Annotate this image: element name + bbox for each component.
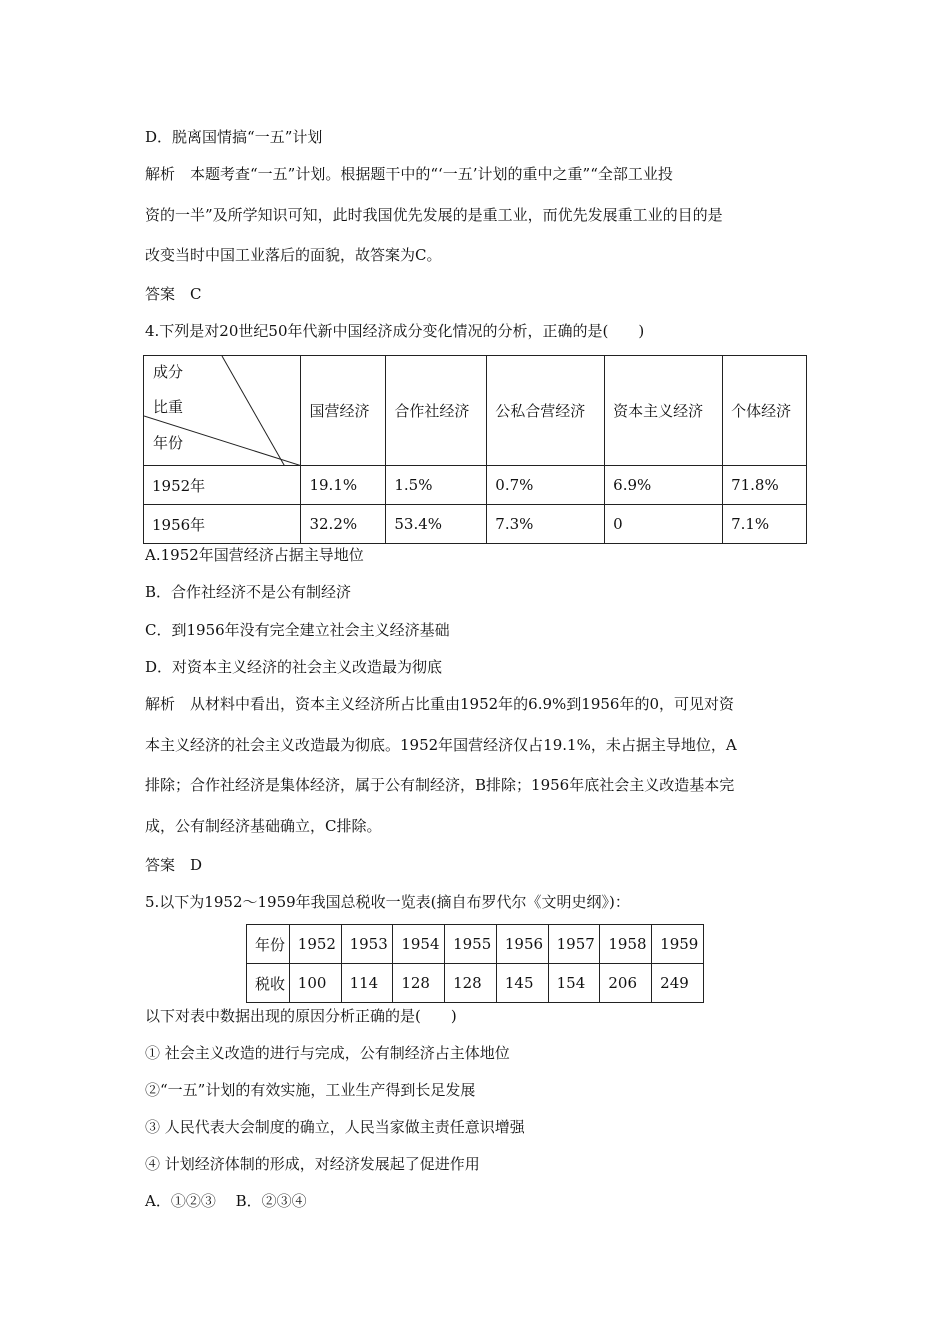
value-cell: 53.4% xyxy=(386,505,487,544)
q5-item-3: ③ 人民代表大会制度的确立，人民当家做主责任意识增强 xyxy=(145,1118,525,1136)
year-cell: 1959 xyxy=(652,925,704,964)
table-row xyxy=(247,964,704,1003)
tax-cell: 145 xyxy=(496,964,548,1003)
row-label: 年份 xyxy=(247,925,290,964)
q4-option-d: D．对资本主义经济的社会主义改造最为彻底 xyxy=(145,658,443,676)
header-cell: 国营经济 xyxy=(301,356,386,466)
header-cell: 个体经济 xyxy=(723,356,807,466)
year-cell: 1956年 xyxy=(144,505,301,544)
header-cell: 公私合营经济 xyxy=(487,356,605,466)
year-cell: 1955 xyxy=(445,925,497,964)
tax-cell: 128 xyxy=(393,964,445,1003)
q4-economy-table xyxy=(143,355,807,544)
table-row xyxy=(144,505,807,544)
year-cell: 1953 xyxy=(341,925,393,964)
value-cell: 1.5% xyxy=(386,466,487,505)
q5-item-1: ① 社会主义改造的进行与完成，公有制经济占主体地位 xyxy=(145,1044,510,1062)
value-cell: 19.1% xyxy=(301,466,386,505)
year-cell: 1952年 xyxy=(144,466,301,505)
q4-analysis-line-1: 解析 从材料中看出，资本主义经济所占比重由1952年的6.9%到1956年的0，可见对资 xyxy=(145,695,735,713)
q5-tax-table xyxy=(246,924,704,1003)
diagonal-header-cell xyxy=(144,356,301,466)
row-label: 税收 xyxy=(247,964,290,1003)
q3-analysis-line-3: 改变当时中国工业落后的面貌，故答案为C。 xyxy=(145,246,442,264)
q5-question: 以下对表中数据出现的原因分析正确的是( ) xyxy=(145,1007,457,1025)
corner-label-share: 比重 xyxy=(153,398,184,416)
table-row xyxy=(247,925,704,964)
tax-cell: 100 xyxy=(289,964,341,1003)
corner-label-component: 成分 xyxy=(153,363,184,381)
q3-analysis-line-2: 资的一半”及所学知识可知，此时我国优先发展的是重工业，而优先发展重工业的目的是 xyxy=(145,206,723,224)
q3-analysis-line-1: 解析 本题考查“一五”计划。根据题干中的“‘一五’计划的重中之重”“全部工业投 xyxy=(145,165,673,183)
year-cell: 1958 xyxy=(600,925,652,964)
value-cell: 71.8% xyxy=(723,466,807,505)
tax-cell: 206 xyxy=(600,964,652,1003)
q5-options: A．①②③ B．②③④ xyxy=(145,1192,307,1210)
value-cell: 7.3% xyxy=(487,505,605,544)
corner-label-year: 年份 xyxy=(153,434,184,452)
year-cell: 1957 xyxy=(548,925,600,964)
q4-answer: 答案 D xyxy=(145,856,203,874)
value-cell: 6.9% xyxy=(605,466,723,505)
tax-cell: 154 xyxy=(548,964,600,1003)
q3-option-d: D．脱离国情搞“一五”计划 xyxy=(145,128,323,146)
year-cell: 1956 xyxy=(496,925,548,964)
value-cell: 7.1% xyxy=(723,505,807,544)
tax-cell: 128 xyxy=(445,964,497,1003)
q5-stem: 5.以下为1952～1959年我国总税收一览表(摘自布罗代尔《文明史纲》)： xyxy=(145,893,630,911)
q4-analysis-line-4: 成，公有制经济基础确立，C排除。 xyxy=(145,817,382,835)
tax-cell: 114 xyxy=(341,964,393,1003)
year-cell: 1952 xyxy=(289,925,341,964)
value-cell: 32.2% xyxy=(301,505,386,544)
tax-cell: 249 xyxy=(652,964,704,1003)
q5-item-2: ②“一五”计划的有效实施，工业生产得到长足发展 xyxy=(145,1081,476,1099)
value-cell: 0.7% xyxy=(487,466,605,505)
header-cell: 合作社经济 xyxy=(386,356,487,466)
q5-item-4: ④ 计划经济体制的形成，对经济发展起了促进作用 xyxy=(145,1155,480,1173)
q4-stem: 4.下列是对20世纪50年代新中国经济成分变化情况的分析，正确的是( ) xyxy=(145,322,645,340)
header-cell: 资本主义经济 xyxy=(605,356,723,466)
q4-option-c: C．到1956年没有完全建立社会主义经济基础 xyxy=(145,621,450,639)
value-cell: 0 xyxy=(605,505,723,544)
q4-option-a: A.1952年国营经济占据主导地位 xyxy=(145,546,364,564)
q4-option-b: B．合作社经济不是公有制经济 xyxy=(145,583,352,601)
q4-analysis-line-3: 排除；合作社经济是集体经济，属于公有制经济，B排除；1956年底社会主义改造基本完 xyxy=(145,776,735,794)
table-row xyxy=(144,466,807,505)
table-header-row xyxy=(144,356,807,466)
year-cell: 1954 xyxy=(393,925,445,964)
q3-answer: 答案 C xyxy=(145,285,202,303)
q4-analysis-line-2: 本主义经济的社会主义改造最为彻底。1952年国营经济仅占19.1%，未占据主导地位，A xyxy=(145,736,737,754)
